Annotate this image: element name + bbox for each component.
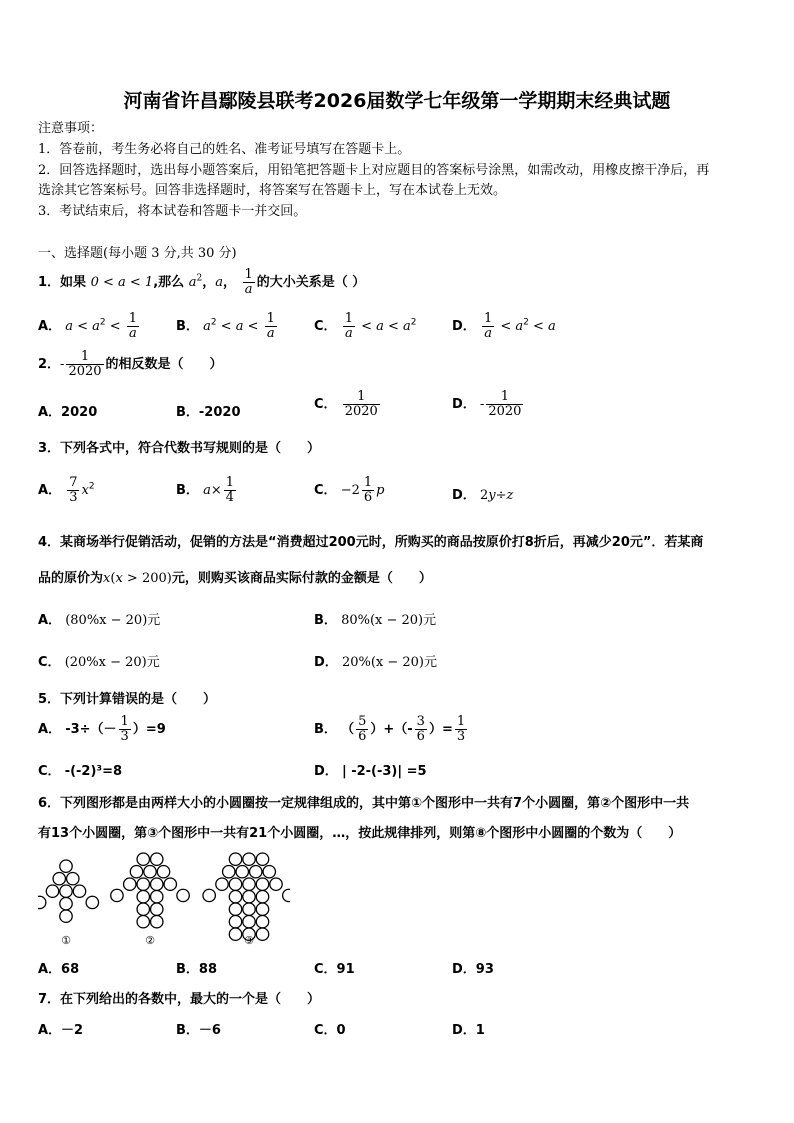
- pattern-circle: [130, 866, 142, 878]
- q2-option-c[interactable]: C． $\frac{1}{2020}$: [314, 389, 378, 419]
- pattern-circle: [151, 916, 163, 928]
- q4-option-c[interactable]: C． (20%x − 20)元: [38, 655, 160, 670]
- question-4-line-2: 品的原价为x(x > 200)元，则购买该商品实际付款的金额是（ ）: [38, 571, 432, 586]
- q5-option-c[interactable]: C． -(-2)³=8: [38, 764, 123, 779]
- pattern-circle: [236, 866, 248, 878]
- question-1: 1．如果 0 < a < 1,那么 $a^2$，a， $\frac{1}{a}$ 的大小关系是（ ）: [38, 267, 366, 297]
- pattern-circle: [53, 873, 65, 885]
- pattern-circle: [229, 891, 241, 903]
- notice-item-3: 3．考试结束后，将本试卷和答题卡一并交回。: [38, 204, 307, 219]
- pattern-circle: [151, 853, 163, 865]
- pattern-circle: [60, 898, 72, 910]
- pattern-circle: [256, 916, 268, 928]
- pattern-circle: [223, 866, 235, 878]
- pattern-circle: [137, 891, 149, 903]
- pattern-circle: [243, 916, 255, 928]
- pattern-circle: [46, 885, 58, 897]
- question-4: 4．某商场举行促销活动，促销的方法是“消费超过200元时，所购买的商品按原价打8折后，再减少20元”．若某商: [38, 535, 704, 550]
- pattern-circle: [177, 889, 189, 901]
- pattern-circle: [60, 885, 72, 897]
- pattern-circle: [229, 853, 241, 865]
- pattern-circle: [111, 889, 123, 901]
- pattern-circle: [243, 878, 255, 890]
- q6-option-a[interactable]: A．68: [38, 962, 80, 977]
- pattern-circle: [60, 910, 72, 922]
- q1-option-b[interactable]: B． $a^2 < a$ < $\frac{1}{a}$: [176, 311, 275, 341]
- question-2: 2．- $\frac{1}{2020}$ 的相反数是（ ）: [38, 349, 223, 379]
- pattern-circle: [157, 866, 169, 878]
- pattern-circle: [263, 866, 275, 878]
- pattern-circle: [229, 903, 241, 915]
- q2-option-d[interactable]: D． - $\frac{1}{2020}$: [452, 389, 522, 419]
- notice-item-2-cont: 选涂其它答案标号。回答非选择题时，将答案写在答题卡上，写在本试卷上无效。: [38, 183, 507, 198]
- pattern-circle: [137, 916, 149, 928]
- pattern-circle: [270, 878, 282, 890]
- pattern-circle: [151, 878, 163, 890]
- pattern-circle: [124, 878, 136, 890]
- q2-option-a[interactable]: A．2020: [38, 405, 98, 420]
- q1-option-d[interactable]: D． $\frac{1}{a}$ < $a^2 < a$: [452, 311, 556, 341]
- page-title: 河南省许昌鄢陵县联考2026届数学七年级第一学期期末经典试题: [123, 90, 671, 112]
- q3-option-d[interactable]: D． 2y÷z: [452, 488, 514, 503]
- pattern-circle: [38, 896, 46, 908]
- pattern-circle: [256, 878, 268, 890]
- notice-heading: 注意事项：: [38, 121, 104, 136]
- pattern-circle: [137, 853, 149, 865]
- q6-option-b[interactable]: B．88: [176, 962, 217, 977]
- notice-item-1: 1．答卷前，考生务必将自己的姓名、准考证号填写在答题卡上。: [38, 142, 411, 157]
- pattern-circle: [243, 891, 255, 903]
- pattern-circle: [229, 928, 241, 940]
- pattern-circle: [137, 903, 149, 915]
- q4-option-a[interactable]: A． (80%x − 20)元: [38, 613, 161, 628]
- pattern-circle: [151, 903, 163, 915]
- pattern-circle: [243, 853, 255, 865]
- q5-option-b[interactable]: B． （ $\frac{5}{6}$ ）+（- $\frac{3}{6}$ ）= $\frac{1}{3}$: [314, 714, 466, 744]
- pattern-circle: [164, 878, 176, 890]
- pattern-circle: [256, 853, 268, 865]
- q3-option-a[interactable]: A． $\frac{7}{3}$ $x^2$: [38, 475, 95, 505]
- q5-option-d[interactable]: D． | -2-(-3)| =5: [314, 764, 427, 779]
- pattern-circle: [60, 860, 72, 872]
- pattern-circle: [250, 866, 262, 878]
- figure-label-2: ②: [145, 934, 155, 947]
- section-heading: 一、选择题(每小题 3 分,共 30 分): [38, 246, 237, 261]
- pattern-circle: [243, 903, 255, 915]
- figure-label-3: ③: [244, 934, 254, 947]
- pattern-circle: [229, 916, 241, 928]
- q7-option-d[interactable]: D．1: [452, 1023, 485, 1038]
- notice-item-2: 2．回答选择题时，选出每小题答案后，用铅笔把答题卡上对应题目的答案标号涂黑，如需改动，用橡皮擦干净后，再: [38, 163, 710, 178]
- pattern-circle: [256, 891, 268, 903]
- q5-option-a[interactable]: A． -3÷（－ $\frac{1}{3}$ ）=9: [38, 714, 166, 744]
- question-7: 7．在下列给出的各数中，最大的一个是（ ）: [38, 992, 321, 1007]
- q6-option-d[interactable]: D．93: [452, 962, 494, 977]
- question-6-line-2: 有13个小圆圈，第③个图形中一共有21个小圆圈，…，按此规律排列，则第⑧个图形中小圆圈的个数为（ ）: [38, 826, 682, 841]
- pattern-circle: [151, 891, 163, 903]
- pattern-circle: [203, 889, 215, 901]
- q4-option-d[interactable]: D． 20%(x − 20)元: [314, 655, 438, 670]
- pattern-circle: [256, 903, 268, 915]
- q7-option-c[interactable]: C．0: [314, 1023, 346, 1038]
- question-6: 6．下列图形都是由两样大小的小圆圈按一定规律组成的，其中第①个图形中一共有7个小圆圈，第②个图形中一共: [38, 796, 690, 811]
- pattern-circle: [137, 878, 149, 890]
- q7-option-b[interactable]: B．－6: [176, 1023, 221, 1038]
- q2-option-b[interactable]: B．-2020: [176, 405, 241, 420]
- q6-option-c[interactable]: C．91: [314, 962, 355, 977]
- pattern-circle: [73, 885, 85, 897]
- pattern-circle: [86, 896, 98, 908]
- figure-label-1: ①: [61, 934, 71, 947]
- q1-option-a[interactable]: A． $a < a^2$ < $\frac{1}{a}$: [38, 311, 138, 341]
- pattern-circle: [216, 878, 228, 890]
- question-5: 5．下列计算错误的是（ ）: [38, 692, 217, 707]
- q1-option-c[interactable]: C． $\frac{1}{a}$ < $a < a^2$: [314, 311, 417, 341]
- pattern-circle: [67, 873, 79, 885]
- pattern-circle: [256, 928, 268, 940]
- pattern-circle: [283, 889, 290, 901]
- circle-pattern-figure: [38, 848, 290, 948]
- q4-option-b[interactable]: B． 80%(x − 20)元: [314, 613, 437, 628]
- pattern-circle: [229, 878, 241, 890]
- q3-option-b[interactable]: B． a× $\frac{1}{4}$: [176, 475, 235, 505]
- question-3: 3．下列各式中，符合代数书写规则的是（ ）: [38, 441, 321, 456]
- q7-option-a[interactable]: A．－2: [38, 1023, 84, 1038]
- q3-option-c[interactable]: C． −2 $\frac{1}{6}$ p: [314, 475, 385, 505]
- pattern-circle: [144, 866, 156, 878]
